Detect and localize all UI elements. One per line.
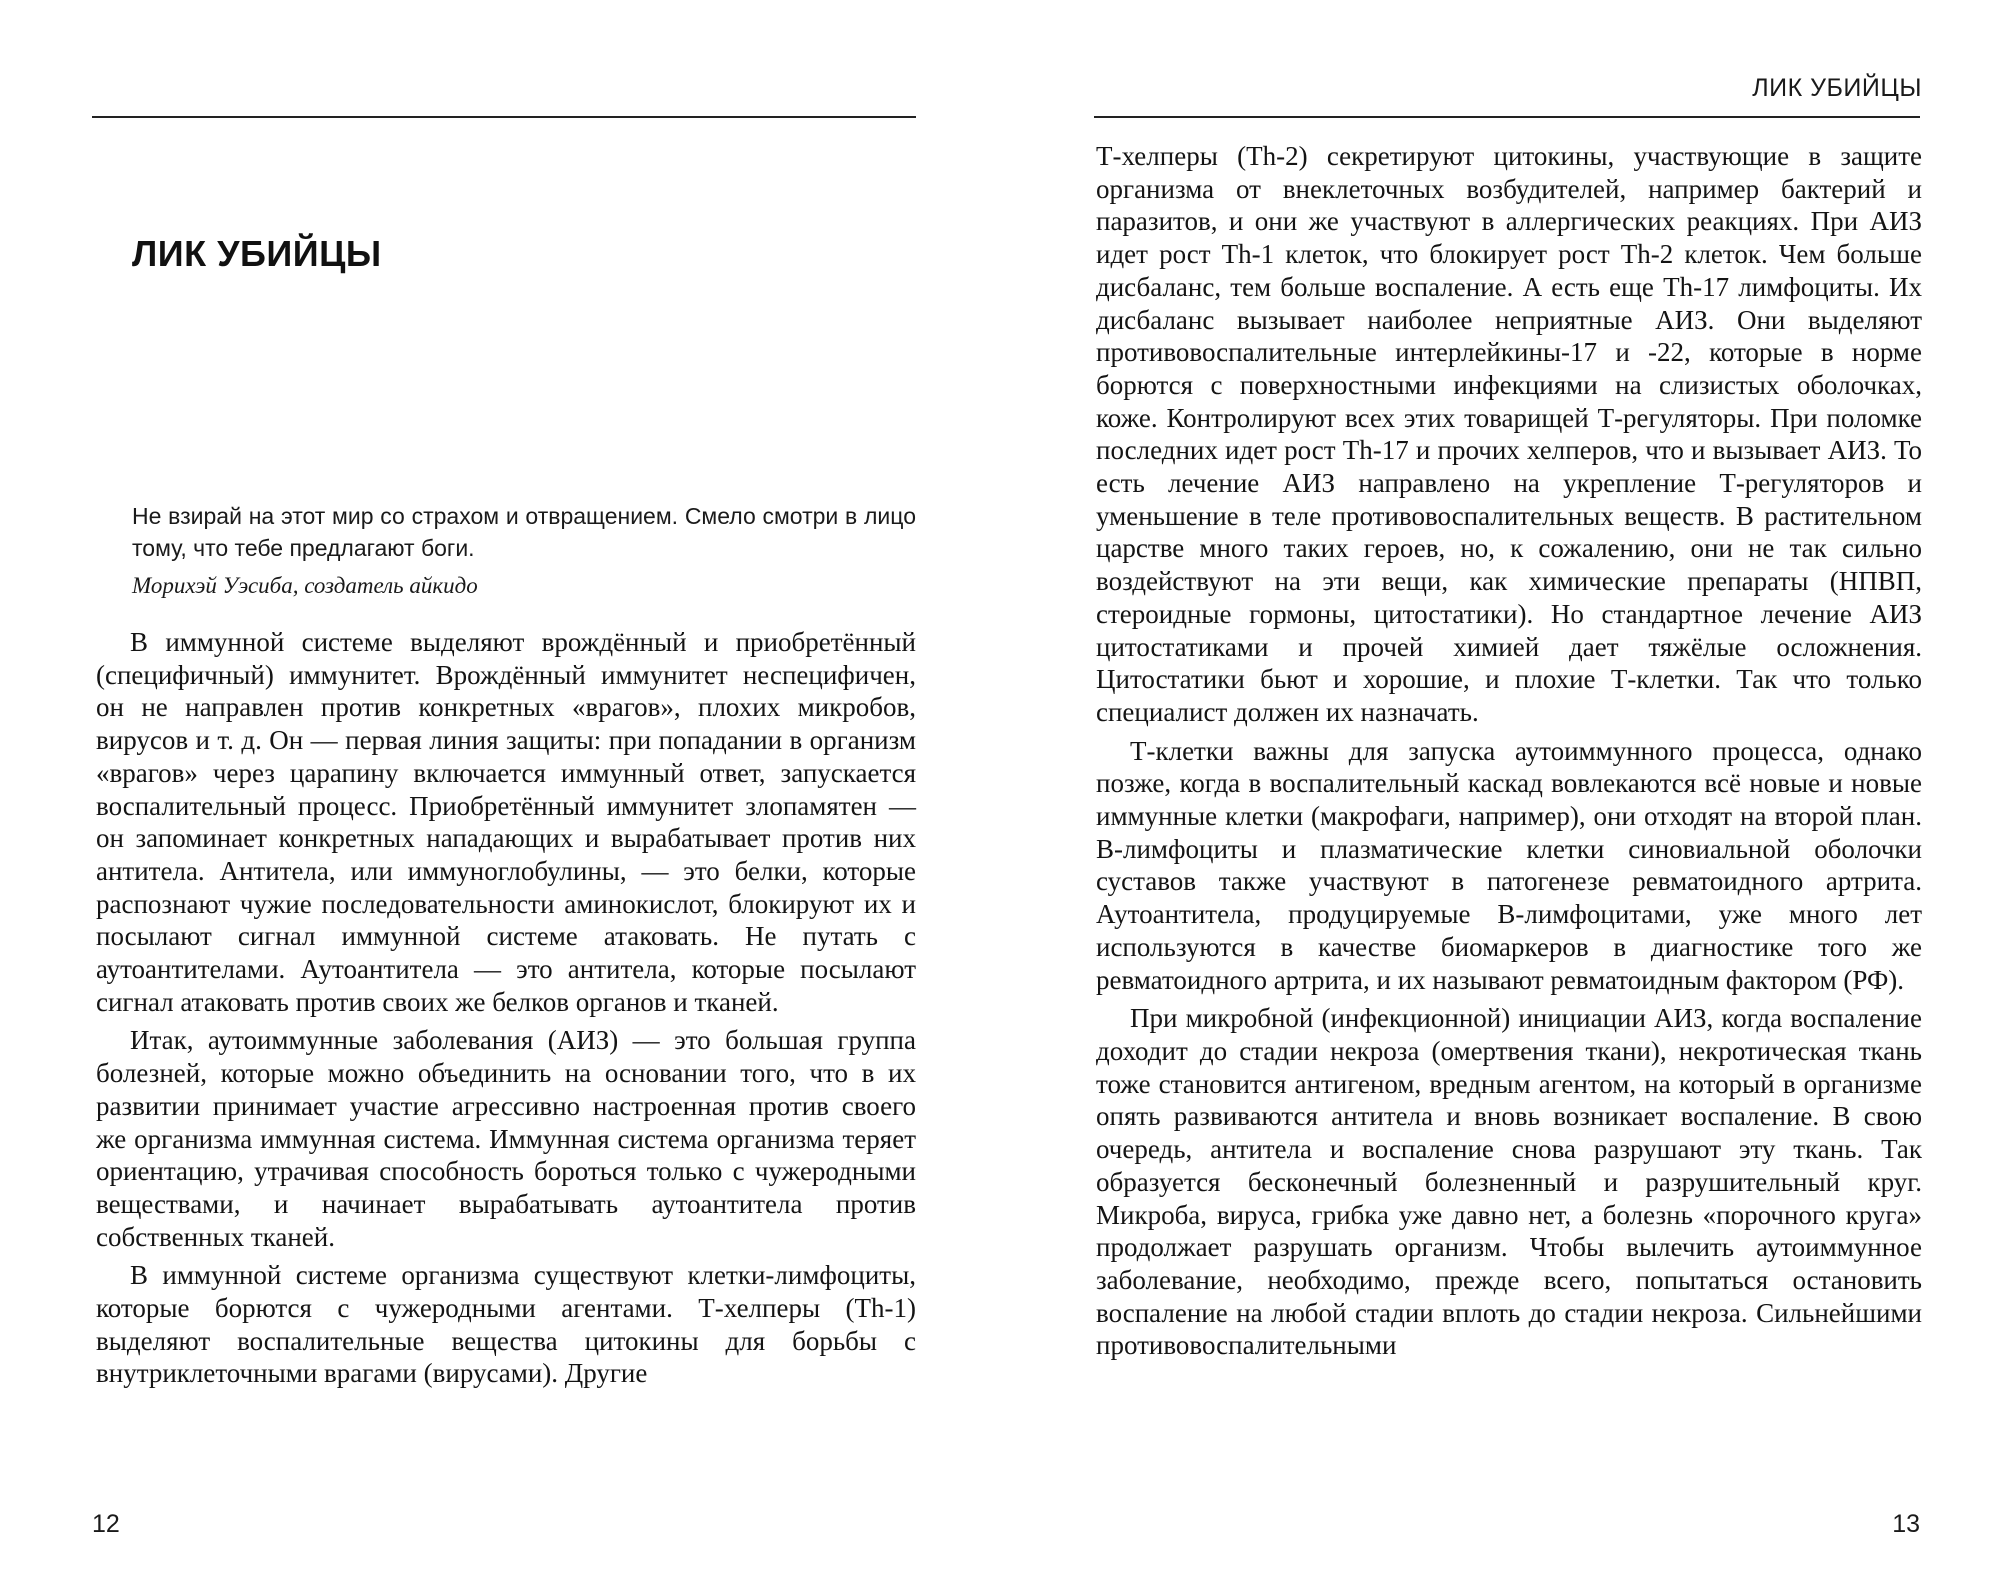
- paragraph: Т-клетки важны для запуска аутоиммунного процесса, однако позже, когда в воспалительный каскад вовлекаются всё новые и новые иммунные клетки (макрофаги, например), они отходят на второй план. В-лимфоциты и плазматические клетки синовиальной оболочки суставов также участвуют в патогенезе ревматоидного артрита. Аутоантитела, продуцируемые В-лимфоцитами, уже много лет используются в качестве биомаркеров в диагностике того же ревматоидного артрита, и их называют ревматоидным фактором (РФ).: [1096, 735, 1922, 995]
- page-number: 13: [1892, 1510, 1920, 1538]
- header-rule: [92, 116, 916, 118]
- epigraph: [132, 500, 916, 602]
- paragraph: В иммунной системе выделяют врождённый и приобретённый (специфичный) иммунитет. Врождённый иммунитет неспецифичен, он не направлен против конкретных «врагов», плохих микробов, вирусов и т. д. Он — первая линия защиты: при попадании в организм «врагов» через царапину включается иммунный ответ, запускается воспалительный процесс. Приобретённый иммунитет злопамятен — он запоминает конкретных нападающих и вырабатывает против них антитела. Антитела, или иммуноглобулины, — это белки, которые распознают чужие последовательности аминокислот, блокируют их и посылают сигнал иммунной системе атаковать. Не путать с аутоантителами. Аутоантитела — это антитела, которые посылают сигнал атаковать против своих же белков органов и тканей.: [96, 627, 916, 1017]
- right-body-text: [1096, 140, 1922, 1362]
- epigraph-text: Не взирай на этот мир со страхом и отвращением. Смело смотри в лицо тому, что тебе предлагают боги.: [132, 503, 916, 561]
- running-head: ЛИК УБИЙЦЫ: [1752, 74, 1922, 102]
- header-rule: [1094, 116, 1920, 118]
- paragraph: При микробной (инфекционной) инициации АИЗ, когда воспаление доходит до стадии некроза (омертвения ткани), некротическая ткань тоже становится антигеном, вредным агентом, на который в организме опять развиваются антитела и вновь возникает воспаление. В свою очередь, антитела и воспаление снова разрушают эту ткань. Так образуется бесконечный болезненный и разрушительный круг. Микроба, вируса, грибка уже давно нет, а болезнь «порочного круга» продолжает разрушать организм. Чтобы вылечить аутоиммунное заболевание, необходимо, прежде всего, попытаться остановить воспаление на любой стадии вплоть до стадии некроза. Сильнейшими противовоспалительными: [1096, 1003, 1922, 1361]
- left-body-text: [96, 626, 916, 1390]
- chapter-title: ЛИК УБИЙЦЫ: [132, 233, 382, 274]
- paragraph: Т-хелперы (Th-2) секретируют цитокины, участвующие в защите организма от внеклеточных возбудителей, например бактерий и паразитов, и они же участвуют в аллергических реакциях. При АИЗ идет рост Th-1 клеток, что блокирует рост Th-2 клеток. Чем больше дисбаланс, тем больше воспаление. А есть еще Th-17 лимфоциты. Их дисбаланс вызывает наиболее неприятные АИЗ. Они выделяют противовоспалительные интерлейкины-17 и -22, которые в норме борются с поверхностными инфекциями на слизистых оболочках, коже. Контролируют всех этих товарищей Т-регуляторы. При поломке последних идет рост Th-17 и прочих хелперов, что и вызывает АИЗ. То есть лечение АИЗ направлено на укрепление Т-регуляторов и уменьшение в теле противовоспалительных веществ. В растительном царстве много таких героев, но, к сожалению, они не так сильно воздействуют на эти вещи, как химические препараты (НПВП, стероидные гормоны, цитостатики). Но стандартное лечение АИЗ цитостатиками и прочей химией дает тяжёлые осложнения. Цитостатики бьют и хорошие, и плохие Т-клетки. Так что только специалист должен их назначать.: [1096, 141, 1922, 727]
- epigraph-attribution: Морихэй Уэсиба, создатель айкидо: [132, 573, 478, 598]
- right-page: [1000, 0, 2000, 1589]
- paragraph: Итак, аутоиммунные заболевания (АИЗ) — это большая группа болезней, которые можно объединить на основании того, что в их развитии принимает участие агрессивно настроенная против своего же организма иммунная система. Иммунная система организма теряет ориентацию, утрачивая способность бороться только с чужеродными веществами, и начинает вырабатывать аутоантитела против собственных тканей.: [96, 1025, 916, 1252]
- paragraph: В иммунной системе организма существуют клетки-лимфоциты, которые борются с чужеродными агентами. Т-хелперы (Th-1) выделяют воспалительные вещества цитокины для борьбы с внутриклеточными врагами (вирусами). Другие: [96, 1260, 916, 1389]
- page-number: 12: [92, 1510, 120, 1538]
